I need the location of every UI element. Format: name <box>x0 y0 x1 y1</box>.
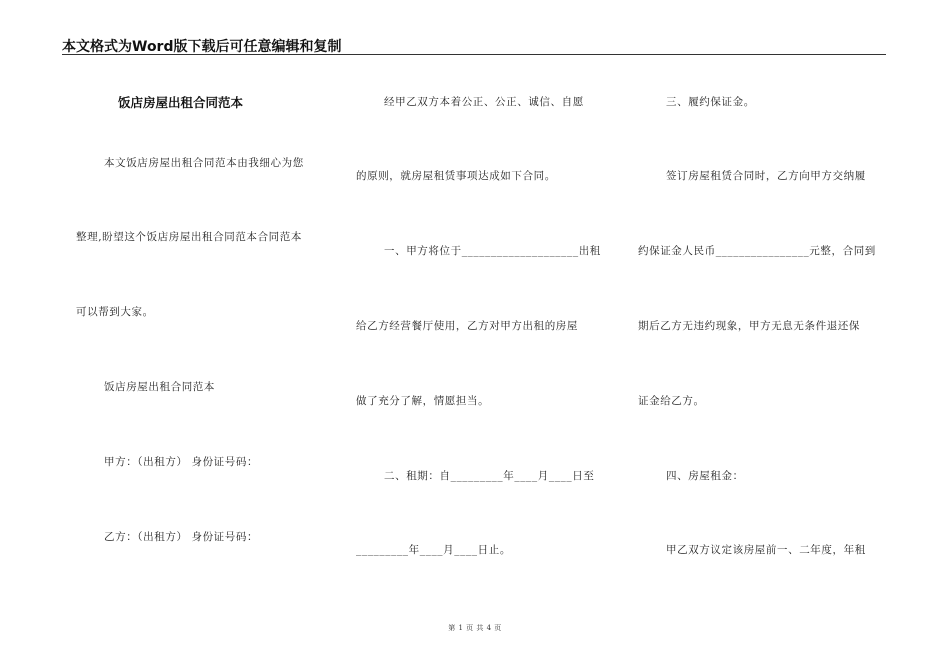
text-line: 二、租期：自_________年____月____日至 <box>384 470 595 482</box>
text-line: 饭店房屋出租合同范本 <box>104 381 215 393</box>
text-column-2 <box>356 0 606 620</box>
text-line: 期后乙方无违约现象，甲方无息无条件退还保 <box>638 320 860 332</box>
text-line: 经甲乙双方本着公正、公正、诚信、自愿 <box>384 96 584 108</box>
text-column-1 <box>76 0 326 620</box>
text-line: 给乙方经营餐厅使用，乙方对甲方出租的房屋 <box>356 320 578 332</box>
document-title: 饭店房屋出租合同范本 <box>118 95 244 110</box>
text-line: 甲方：（出租方） 身份证号码： <box>104 456 259 468</box>
text-line: 三、履约保证金。 <box>666 96 755 108</box>
text-line: 可以帮到大家。 <box>76 306 154 318</box>
page-footer: 第 1 页 共 4 页 <box>448 624 502 632</box>
document-header: 本文格式为Word版下载后可任意编辑和复制 <box>62 39 342 55</box>
text-line: 乙方：（出租方） 身份证号码： <box>104 531 259 543</box>
text-line: 整理,盼望这个饭店房屋出租合同范本合同范本 <box>76 231 302 243</box>
text-line: 的原则，就房屋租赁事项达成如下合同。 <box>356 170 556 182</box>
text-line: 做了充分了解，情愿担当。 <box>356 395 490 407</box>
text-line: 约保证金人民币________________元整，合同到 <box>638 245 876 257</box>
text-line: 一、甲方将位于____________________出租 <box>384 245 601 257</box>
text-column-3 <box>638 0 888 620</box>
text-line: 甲乙双方议定该房屋前一、二年度，年租 <box>666 544 866 556</box>
text-line: 证金给乙方。 <box>638 395 705 407</box>
text-line: 签订房屋租赁合同时，乙方向甲方交纳履 <box>666 170 866 182</box>
text-line: 本文饭店房屋出租合同范本由我细心为您 <box>104 157 304 169</box>
text-line: _________年____月____日止。 <box>356 544 511 556</box>
text-line: 四、房屋租金： <box>666 470 744 482</box>
